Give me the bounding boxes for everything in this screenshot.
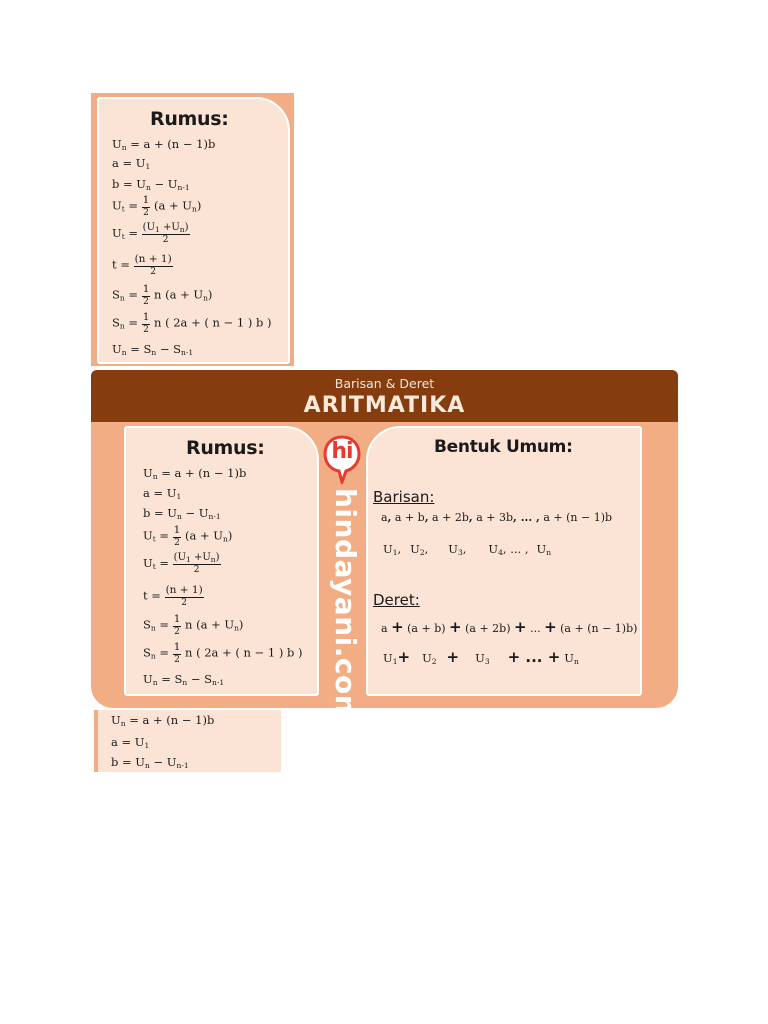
right-bentuk-heading: Bentuk Umum: <box>434 437 573 457</box>
left-formula-t: t = $\frac{(n + 1)}{2}$ <box>143 584 203 608</box>
left-formula-ut2: $U_t$ = $\frac{(U_1 +U_n)}{2}$ <box>143 552 220 575</box>
barisan-terms: a, a + b, a + 2b, a + 3b, ... , a + (n − 1)b <box>381 511 613 524</box>
bottom-formula-b: $b = U_n - U_{n-1}$ <box>111 755 189 770</box>
website-watermark: hindayani.com <box>329 488 362 725</box>
top-formula-un-sn: $U_n = S_n - S_{n-1}$ <box>112 342 194 357</box>
top-rumus-heading: Rumus: <box>150 108 229 130</box>
bottom-formula-a: $a = U_1$ <box>111 735 150 750</box>
hindayani-logo <box>322 434 362 484</box>
deret-u-terms: $U_1+ U_2 + U_3$ + ... + $U_n$ <box>383 648 579 666</box>
top-formula-sn2: $S_n$ = $\frac{1}{2}$ n ( 2a + ( n − 1 ) b ) <box>112 311 272 335</box>
barisan-label: Barisan: <box>373 488 435 506</box>
left-formula-un: $U_n = a + (n - 1)b$ <box>143 466 247 481</box>
left-formula-sn1: $S_n$ = $\frac{1}{2}$ n $(a + U_n)$ <box>143 613 244 637</box>
left-formula-b: $b = U_n - U_{n-1}$ <box>143 506 221 521</box>
top-formula-un: $U_n = a + (n - 1)b$ <box>112 137 216 152</box>
logo-letters: hi <box>331 439 353 464</box>
top-formula-ut2: $U_t$ = $\frac{(U_1 +U_n)}{2}$ <box>112 222 189 245</box>
top-formula-a: $a = U_1$ <box>112 156 151 171</box>
deret-terms: a + (a + b) + (a + 2b) + ... + (a + (n − 1)b) <box>381 618 638 636</box>
left-formula-sn2: $S_n$ = $\frac{1}{2}$ n ( 2a + ( n − 1 ) b ) <box>143 641 303 665</box>
deret-label: Deret: <box>373 591 420 609</box>
top-formula-b: $b = U_n - U_{n-1}$ <box>112 177 190 192</box>
left-formula-ut1: $U_t$ = $\frac{1}{2}$ $(a + U_n)$ <box>143 524 233 548</box>
top-formula-ut1: $U_t$ = $\frac{1}{2}$ $(a + U_n)$ <box>112 194 202 218</box>
title-subtitle: Barisan & Deret <box>334 376 435 391</box>
left-formula-a: $a = U_1$ <box>143 486 182 501</box>
bottom-formula-un: $U_n = a + (n - 1)b$ <box>111 713 215 728</box>
title-main: ARITMATIKA <box>303 393 466 418</box>
barisan-u-terms: $U_1$, $U_2$, $U_3$, $U_4$, ... , $U_n$ <box>383 542 552 557</box>
top-formula-t: t = $\frac{(n + 1)}{2}$ <box>112 253 172 277</box>
top-formula-sn1: $S_n$ = $\frac{1}{2}$ n $(a + U_n)$ <box>112 283 213 307</box>
left-formula-un-sn: $U_n = S_n - S_{n-1}$ <box>143 672 225 687</box>
left-rumus-heading: Rumus: <box>186 437 265 459</box>
